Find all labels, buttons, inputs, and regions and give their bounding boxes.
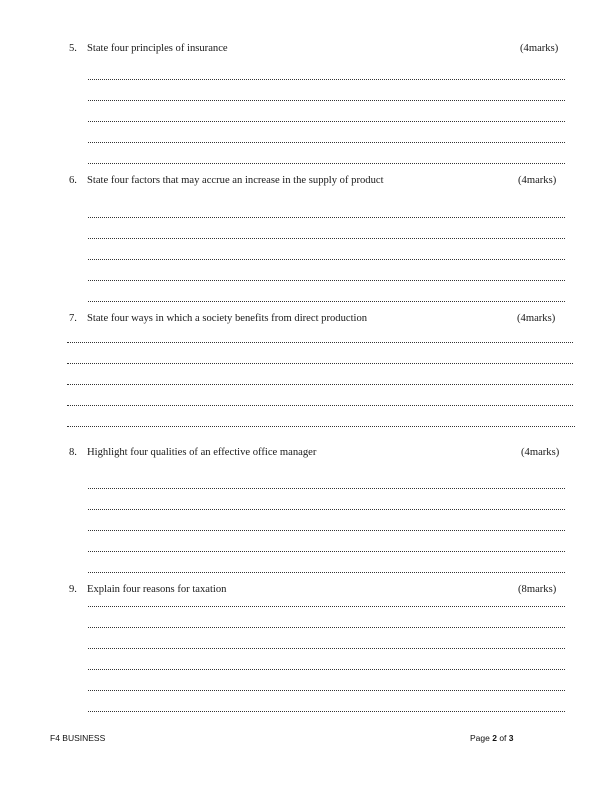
question-number: 7.	[69, 313, 77, 324]
answer-line[interactable]	[88, 550, 565, 552]
answer-line[interactable]	[88, 258, 565, 260]
answer-line[interactable]	[88, 668, 565, 670]
answer-line[interactable]	[88, 141, 565, 143]
answer-line[interactable]	[67, 425, 575, 427]
question-text: Highlight four qualities of an effective office manager	[87, 447, 317, 458]
answer-line[interactable]	[67, 362, 573, 364]
question-5-marks: (4marks)	[520, 43, 559, 54]
answer-line[interactable]	[88, 529, 565, 531]
answer-line[interactable]	[88, 162, 565, 164]
answer-line[interactable]	[88, 605, 565, 607]
page-current: 2	[492, 733, 497, 743]
answer-line[interactable]	[88, 508, 565, 510]
answer-line[interactable]	[88, 99, 565, 101]
question-number: 6.	[69, 175, 77, 186]
answer-line[interactable]	[67, 404, 573, 406]
answer-line[interactable]	[88, 626, 565, 628]
answer-line[interactable]	[88, 78, 565, 80]
answer-line[interactable]	[88, 279, 565, 281]
question-number: 9.	[69, 584, 77, 595]
answer-line[interactable]	[88, 120, 565, 122]
answer-line[interactable]	[88, 300, 565, 302]
answer-line[interactable]	[88, 689, 565, 691]
page-prefix: Page	[470, 733, 493, 743]
question-6-marks: (4marks)	[518, 175, 557, 186]
answer-line[interactable]	[88, 487, 565, 489]
footer-page-number	[470, 733, 514, 743]
question-text: Explain four reasons for taxation	[87, 584, 227, 595]
question-text: State four principles of insurance	[87, 43, 228, 54]
answer-line[interactable]	[88, 216, 565, 218]
answer-line[interactable]	[88, 571, 565, 573]
page-of: of	[496, 733, 509, 743]
page-total: 3	[508, 733, 514, 743]
answer-line[interactable]	[67, 383, 573, 385]
question-text: State four ways in which a society benefits from direct production	[87, 313, 368, 324]
question-number: 8.	[69, 447, 77, 458]
question-7-marks: (4marks)	[517, 313, 556, 324]
question-8-marks: (4marks)	[521, 447, 560, 458]
answer-line[interactable]	[88, 710, 565, 712]
question-number: 5.	[69, 43, 77, 54]
answer-line[interactable]	[67, 341, 573, 343]
answer-line[interactable]	[88, 647, 565, 649]
answer-line[interactable]	[88, 237, 565, 239]
question-text: State four factors that may accrue an increase in the supply of product	[87, 175, 384, 186]
footer-subject: F4 BUSINESS	[50, 733, 106, 743]
question-9-marks: (8marks)	[518, 584, 557, 595]
